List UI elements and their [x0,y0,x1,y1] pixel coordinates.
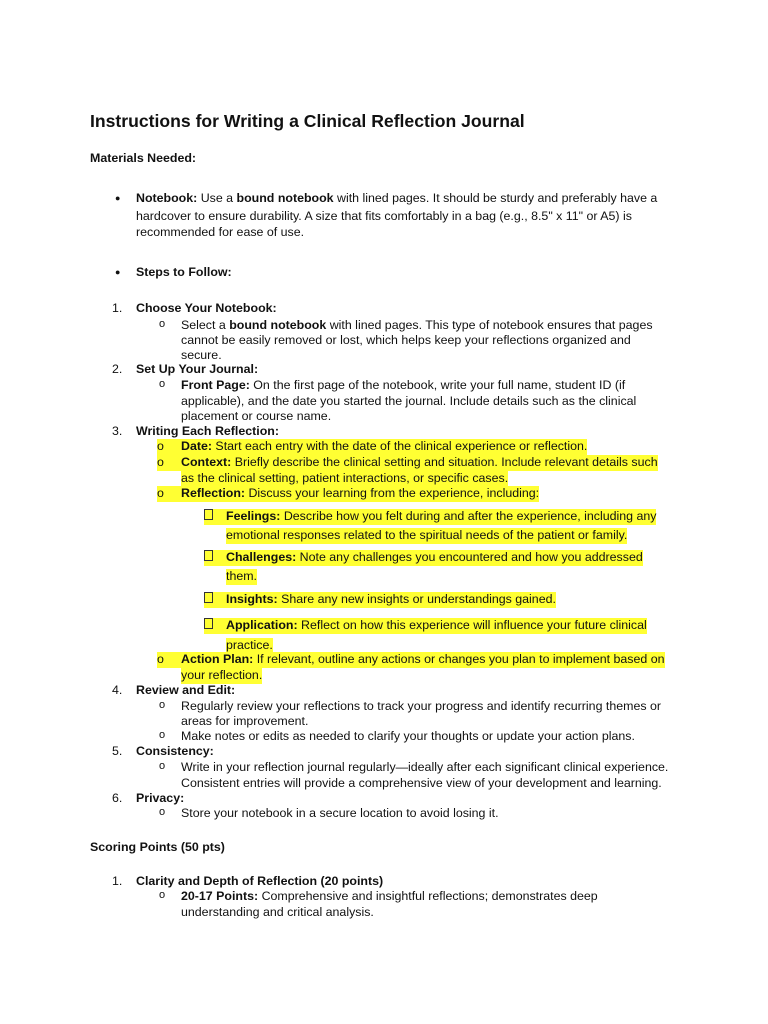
checkbox-icon [204,592,213,603]
step1-line-1: Select a bound notebook with lined pages. This type of notebook ensures that pages [181,318,653,332]
feelings-line-2: emotional responses related to the spiritual needs of the patient or family. [226,528,628,542]
step-title: Privacy: [136,791,185,805]
bullet-icon: ● [115,193,121,203]
checkbox-icon [204,550,213,561]
step2-line-3: placement or course name. [181,409,332,423]
step1-line-3: secure. [181,348,222,362]
date-line: o Date: Start each entry with the date of the clinical experience or reflection. [157,439,588,453]
circle-bullet-icon: o [159,378,166,390]
application-line-1: Application: Reflect on how this experience will influence your future clinical [204,618,647,634]
step-number: 5. [112,744,123,758]
step-number: 2. [112,362,123,376]
context-line-2: as the clinical setting, patient interactions, or specific cases. [181,471,509,485]
context-line-1: o Context: Briefly describe the clinical setting and situation. Include relevant details such [157,455,658,469]
score1-line-1: 20-17 Points: Comprehensive and insightful reflections; demonstrates deep [181,889,598,903]
notebook-line-1: Notebook: Use a bound notebook with lined pages. It should be sturdy and preferably have a [136,191,658,205]
circle-bullet-icon: o [159,729,166,741]
challenges-line-1: Challenges: Note any challenges you encountered and how you addressed [204,550,643,566]
action-plan-line-1: o Action Plan: If relevant, outline any actions or changes you plan to implement based on [157,652,665,666]
challenges-line-2: them. [226,569,257,583]
step2-line-1: Front Page: On the first page of the notebook, write your full name, student ID (if [181,378,626,392]
materials-heading: Materials Needed: [90,151,197,165]
circle-bullet-icon: o [159,699,166,711]
step6-line-1: Store your notebook in a secure location to avoid losing it. [181,806,499,820]
bullet-icon: ● [115,267,121,277]
step-number: 4. [112,683,123,697]
steps-heading: Steps to Follow: [136,265,232,279]
action-plan-line-2: your reflection. [181,668,263,682]
reflection-line: o Reflection: Discuss your learning from the experience, including: [157,486,540,500]
step1-line-2: cannot be easily removed or lost, which helps keep your reflections organized and [181,333,631,347]
circle-bullet-icon: o [159,760,166,772]
document-title: Instructions for Writing a Clinical Reflection Journal [90,111,525,131]
step-title: Consistency: [136,744,214,758]
notebook-line-3: recommended for ease of use. [136,225,305,239]
step-number: 3. [112,424,123,438]
insights-line: Insights: Share any new insights or understandings gained. [204,592,556,608]
step-title: Set Up Your Journal: [136,362,259,376]
step-number: 1. [112,301,123,315]
circle-bullet-icon: o [159,889,166,901]
scoring-heading: Scoring Points (50 pts) [90,840,225,854]
step-title: Review and Edit: [136,683,236,697]
application-line-2: practice. [226,638,273,652]
circle-bullet-icon: o [159,318,166,330]
checkbox-icon [204,509,213,520]
circle-bullet-icon: o [159,806,166,818]
step-number: 6. [112,791,123,805]
step5-line-2: Consistent entries will provide a comprehensive view of your development and learning. [181,776,662,790]
score-criterion-title: Clarity and Depth of Reflection (20 points) [136,874,384,888]
feelings-line-1: Feelings: Describe how you felt during and after the experience, including any [204,509,656,525]
step4-line-1: Regularly review your reflections to track your progress and identify recurring themes or [181,699,661,713]
step-title: Writing Each Reflection: [136,424,279,438]
step5-line-1: Write in your reflection journal regularly—ideally after each significant clinical experience. [181,760,669,774]
checkbox-icon [204,618,213,629]
step2-line-2: applicable), and the date you started the journal. Include details such as the clinical [181,394,637,408]
step-number: 1. [112,874,123,888]
step-title: Choose Your Notebook: [136,301,277,315]
notebook-line-2: hardcover to ensure durability. A size that fits comfortably in a bag (e.g., 8.5" x 11" or A5) is [136,209,632,223]
step4-line-2: areas for improvement. [181,714,309,728]
score1-line-2: understanding and critical analysis. [181,905,374,919]
step4-line-3: Make notes or edits as needed to clarify your thoughts or update your action plans. [181,729,635,743]
